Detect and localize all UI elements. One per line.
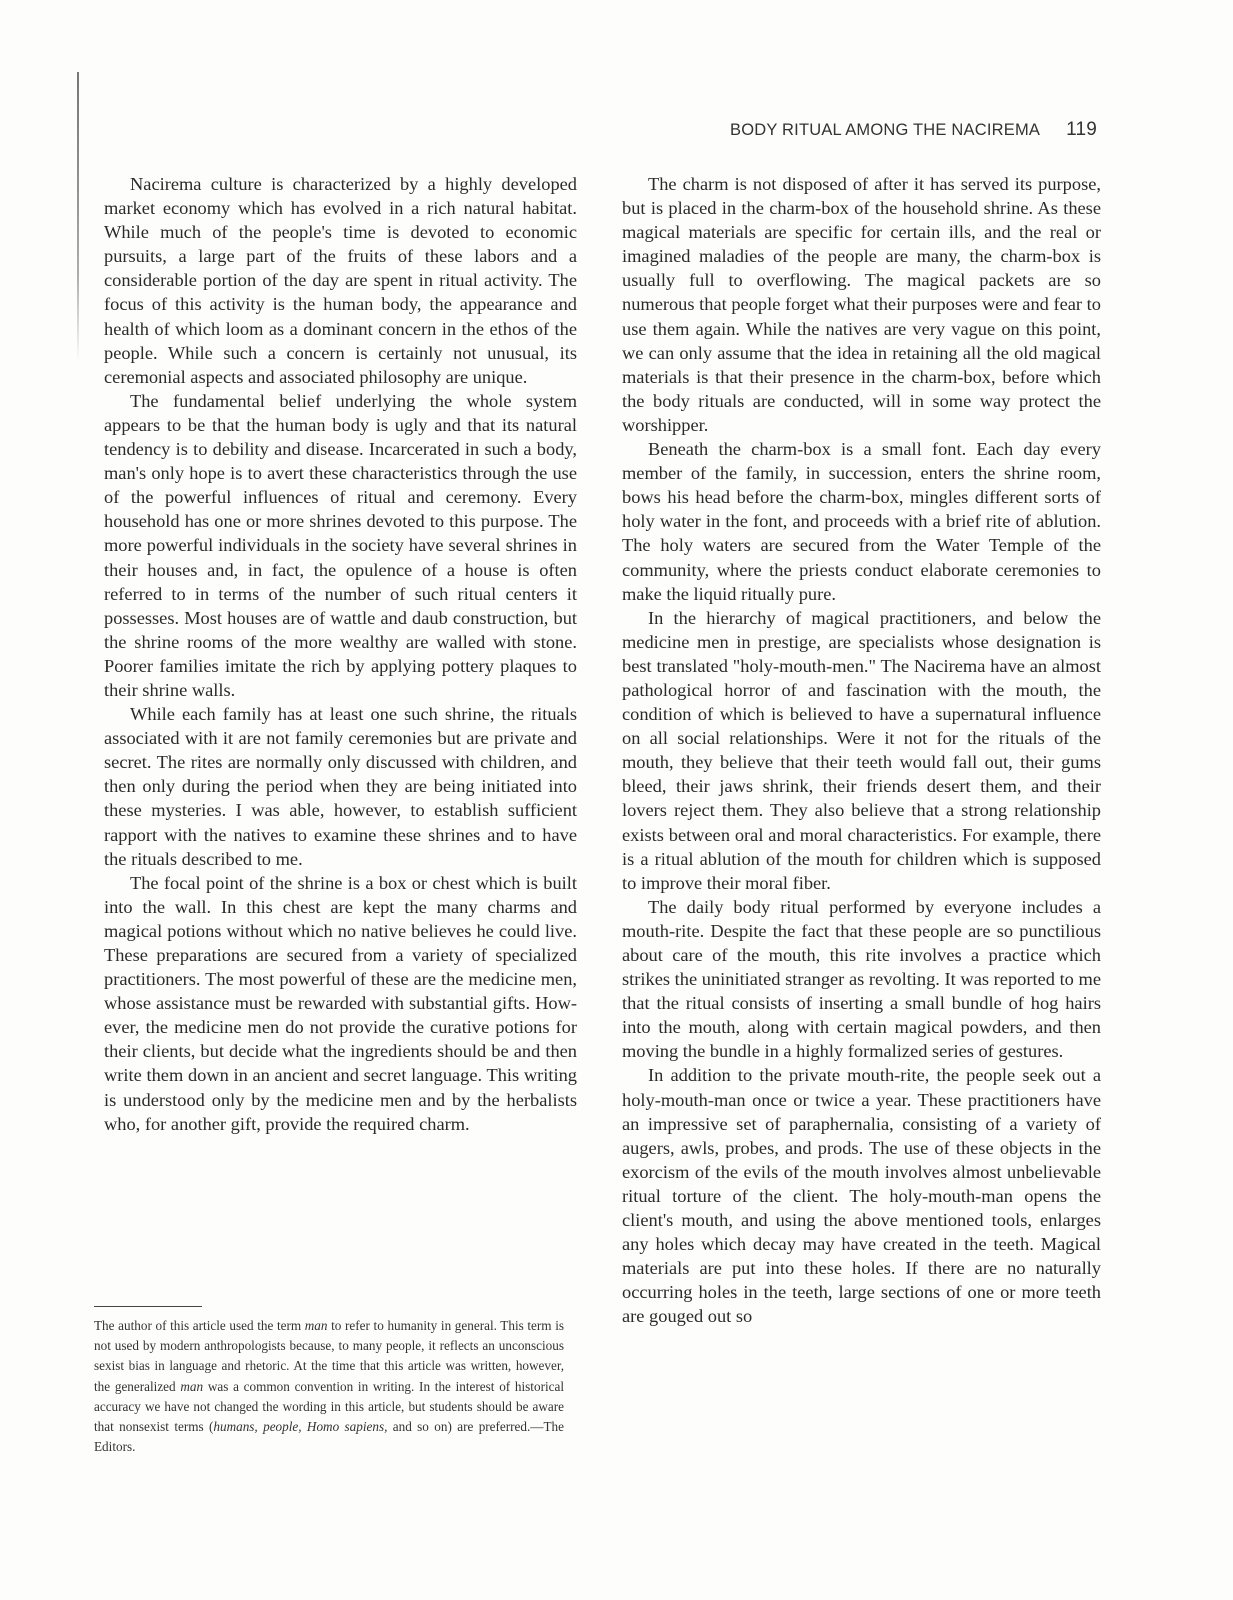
- paragraph: Nacirema culture is characterized by a highly developed market economy which has evolved in a rich natural habitat. While much of the people's time is devoted to economic pursuits, a large part of the fruits of these labors and a considerable portion of the day are spent in ritual activity. The focus of this activity is the human body, the appearance and health of which loom as a dominant concern in the ethos of the people. While such a concern is certainly not unusual, its ceremonial aspects and associated philosophy are unique.: [104, 174, 577, 387]
- paragraph: In the hierarchy of magical practitioners, and below the medicine men in prestige, are specialists whose designation is best translated "holy-mouth-men." The Nacirema have an almost pathological horror of and fascination with the mouth, the condition of which is believed to have a supernatural influence on all social relationships. Were it not for the rituals of the mouth, they believe that their teeth would fall out, their gums bleed, their jaws shrink, their friends desert them, and their lovers reject them. They also believe that a strong relationship exists between oral and moral characteristics. For example, there is a ritual ablution of the mouth for children which is supposed to improve their moral fiber.: [622, 607, 1101, 893]
- running-title: BODY RITUAL AMONG THE NACIREMA: [730, 121, 1041, 139]
- paragraph: The charm is not disposed of after it has served its purpose, but is placed in the charm-box of the household shrine. As these magical materials are specific for certain ills, and the real or imagined maladies of the people are many, the charm-box is usually full to overflowing. The magical packets are so numerous that people forget what their purposes were and fear to use them again. While the natives are very vague on this point, we can only assume that the idea in retaining all the old magical materials is that their presence in the charm-box, before which the body rituals are conducted, will in some way protect the worshipper.: [622, 174, 1101, 435]
- footnote-text: to refer to humanity in general. This term is not used by modern anthropologists because, to many people, it reflects an unconscious sexist bias in language and rhetoric. At the time that this article was written, however, the generalized: [94, 1318, 564, 1394]
- footnote-term: man: [180, 1378, 204, 1394]
- paragraph: In addition to the private mouth-rite, the people seek out a holy-mouth-man once or twice a year. These practitioners have an impressive set of paraphernalia, consisting of a variety of augers, awls, probes, and prods. The use of these objects in the exorcism of the evils of the mouth involves almost unbelievable ritual torture of the client. The holy-mouth-man opens the client's mouth, and using the above mentioned tools, enlarges any holes which decay may have created in the teeth. Magical materials are put into these holes. If there are no naturally occurring holes in the teeth, large sections of one or more teeth are gouged out so: [622, 1065, 1101, 1327]
- scan-edge-mark: [77, 72, 79, 362]
- left-column: [104, 172, 577, 1136]
- page-number: 119: [1066, 119, 1097, 140]
- paragraph: The focal point of the shrine is a box or chest which is built into the wall. In this chest are kept the many charms and magical potions without which no native believes he could live. These preparations are secured from a variety of specialized practitioners. The most powerful of these are the medicine men, whose assistance must be rewarded with substantial gifts. However, the medicine men do not provide the curative potions for their clients, but decide what the ingredients should be and then write them down in an ancient and secret language. This writing is understood only by the medicine men and by the herbalists who, for another gift, provide the required charm.: [104, 872, 577, 1134]
- running-head: [730, 119, 1097, 141]
- footnote-term: man: [304, 1318, 328, 1333]
- paragraph: Beneath the charm-box is a small font. Each day every member of the family, in succession, enters the shrine room, bows his head before the charm-box, mingles different sorts of holy water in the font, and proceeds with a brief rite of ablution. The holy waters are secured from the Water Temple of the community, where the priests conduct elaborate ceremonies to make the liquid ritually pure.: [622, 439, 1101, 604]
- paragraph: The daily body ritual performed by everyone includes a mouth-rite. Despite the fact that these people are so punctilious about care of the mouth, this rite involves a practice which strikes the uninitiated stranger as revolting. It was reported to me that the ritual consists of inserting a small bundle of hog hairs into the mouth, along with certain magical powders, and then moving the bundle in a highly formalized series of gestures.: [622, 896, 1101, 1062]
- footnote: [94, 1316, 564, 1457]
- right-column: [622, 172, 1101, 1329]
- paragraph: The fundamental belief underlying the whole system appears to be that the human body is ugly and that its natural tendency is to debility and disease. Incarcerated in such a body, man's only hope is to avert these characteristics through the use of the powerful influences of ritual and ceremony. Every household has one or more shrines devoted to this purpose. The more powerful individuals in the society have several shrines in their houses and, in fact, the opulence of a house is often referred to in terms of the number of such ritual centers it possesses. Most houses are of wattle and daub construction, but the shrine rooms of the more wealthy are walled with stone. Poorer families imitate the rich by applying pottery plaques to their shrine walls.: [104, 390, 577, 700]
- footnote-text: was a common convention in writing. In the interest of historical accuracy we have not changed the wording in this article, but students should be aware that nonsexist terms (: [94, 1378, 564, 1435]
- footnote-term: humans, people, Homo sapiens,: [213, 1419, 388, 1435]
- footnote-text: The author of this article used the term: [94, 1318, 305, 1333]
- footnote-rule: [94, 1306, 202, 1307]
- paragraph: While each family has at least one such shrine, the rituals associated with it are not family ceremonies but are private and secret. The rites are normally only discussed with children, and then only during the period when they are being initiated into these mysteries. I was able, however, to establish sufficient rapport with the natives to examine these shrines and to have the rituals described to me.: [104, 704, 577, 869]
- footnote-text: and so on) are preferred.—The Editors.: [94, 1419, 564, 1455]
